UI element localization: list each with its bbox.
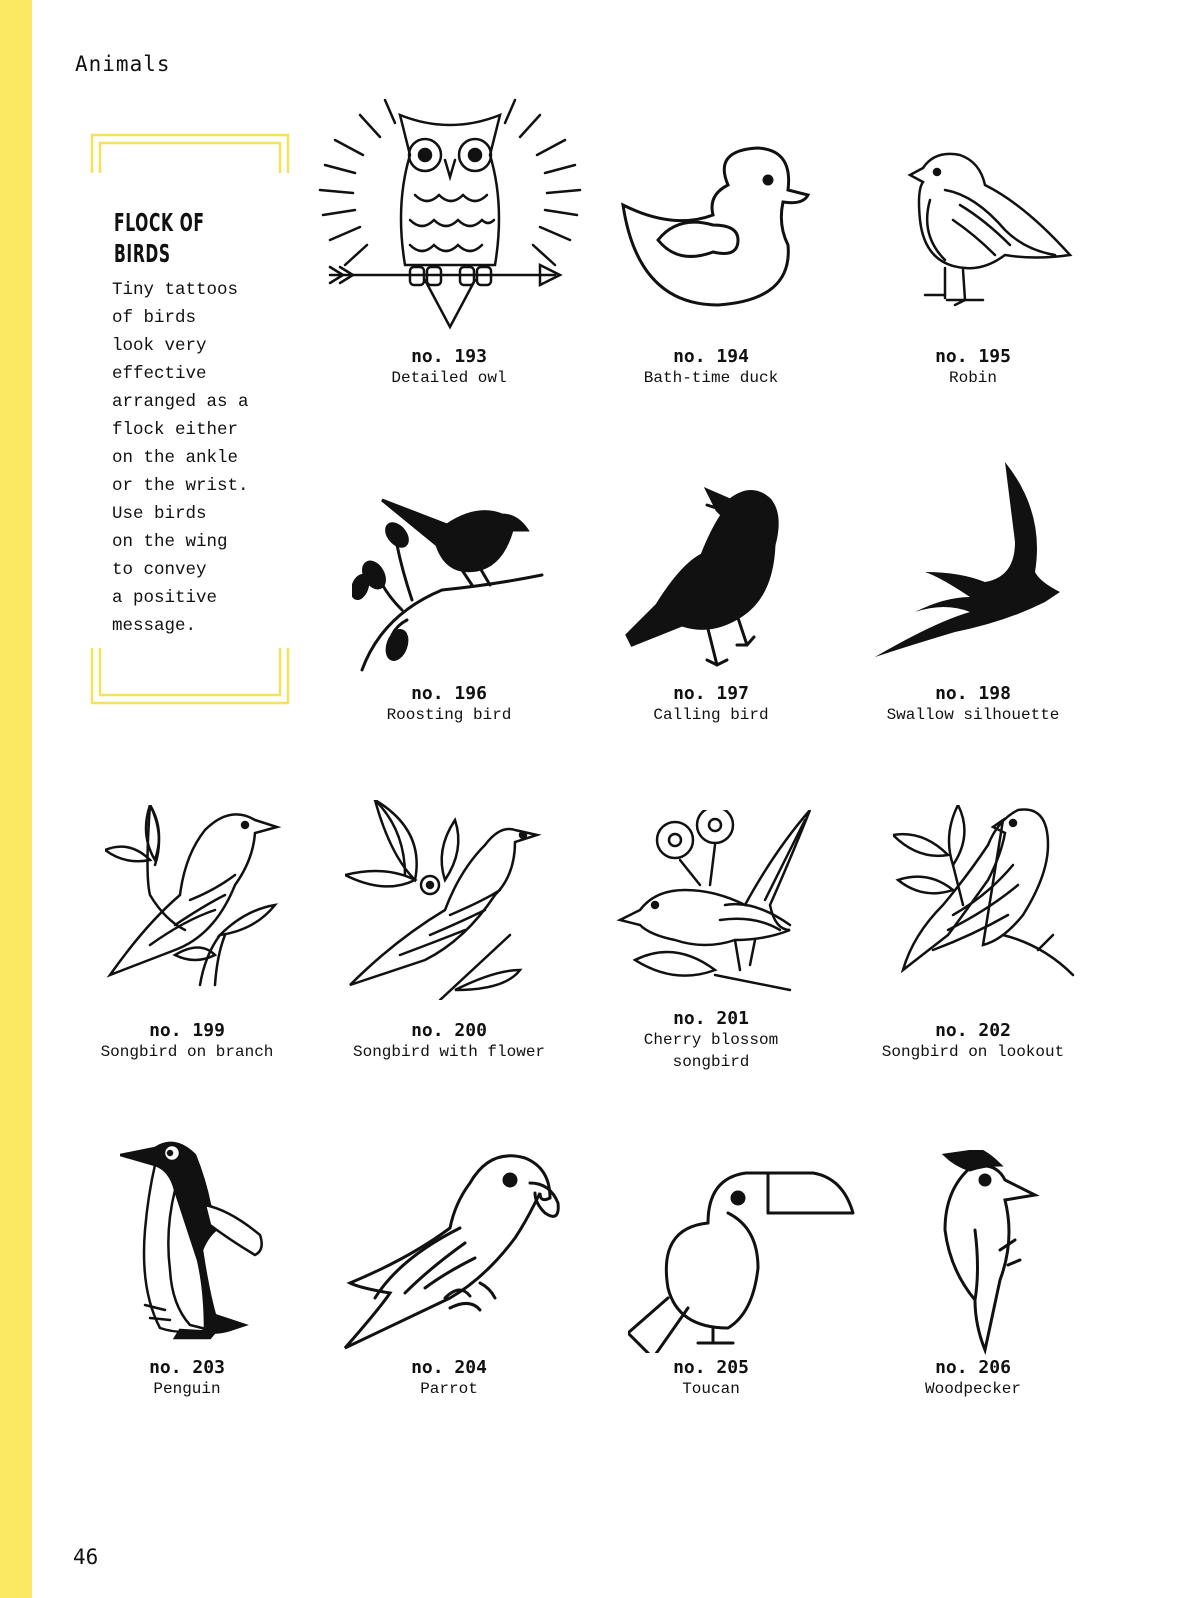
design-number: no. 195	[935, 346, 1011, 367]
design-name: Toucan	[682, 1380, 740, 1398]
songbird-lookout-icon	[893, 805, 1078, 995]
page-number: 46	[73, 1545, 99, 1569]
design-name: Parrot	[420, 1380, 478, 1398]
roosting-bird-icon	[352, 495, 547, 675]
toucan-icon	[628, 1168, 858, 1353]
callout-title: FLOCK OF BIRDS	[114, 208, 205, 268]
robin-icon	[905, 150, 1085, 320]
design-number: no. 200	[411, 1020, 487, 1041]
design-number: no. 197	[673, 683, 749, 704]
design-name: Swallow silhouette	[886, 706, 1060, 724]
design-number: no. 201	[673, 1008, 749, 1029]
owl-icon	[315, 95, 585, 335]
callout-body: Tiny tattoos of birds look very effective arranged as a flock either on the ankle or the wrist. Use birds on the wing to convey a positive message.	[112, 280, 249, 636]
woodpecker-icon	[930, 1150, 1050, 1360]
design-number: no. 193	[411, 346, 487, 367]
design-number: no. 203	[149, 1357, 225, 1378]
design-number: no. 204	[411, 1357, 487, 1378]
design-number: no. 198	[935, 683, 1011, 704]
section-title: Animals	[75, 52, 171, 76]
design-name: Roosting bird	[386, 706, 512, 724]
duck-icon	[618, 140, 818, 310]
songbird-flower-icon	[345, 800, 555, 1000]
callout-box	[90, 133, 290, 705]
penguin-icon	[120, 1140, 280, 1355]
design-name: Songbird on lookout	[881, 1043, 1065, 1061]
design-name: Woodpecker	[924, 1380, 1021, 1398]
design-name: Calling bird	[653, 706, 769, 724]
yellow-spine	[0, 0, 32, 1598]
design-name: Detailed owl	[391, 369, 507, 387]
design-name: Cherry blossom songbird	[643, 1031, 779, 1071]
design-name: Songbird with flower	[352, 1043, 546, 1061]
design-name: Penguin	[153, 1380, 221, 1398]
design-number: no. 206	[935, 1357, 1011, 1378]
design-name: Songbird on branch	[100, 1043, 274, 1061]
swallow-icon	[875, 462, 1085, 672]
design-number: no. 196	[411, 683, 487, 704]
design-number: no. 202	[935, 1020, 1011, 1041]
calling-bird-icon	[622, 485, 797, 675]
cherry-blossom-songbird-icon	[615, 810, 815, 1005]
design-number: no. 194	[673, 346, 749, 367]
design-name: Robin	[948, 369, 997, 387]
design-number: no. 205	[673, 1357, 749, 1378]
parrot-icon	[340, 1148, 570, 1353]
design-name: Bath-time duck	[643, 369, 779, 387]
songbird-branch-icon	[105, 805, 285, 995]
design-number: no. 199	[149, 1020, 225, 1041]
